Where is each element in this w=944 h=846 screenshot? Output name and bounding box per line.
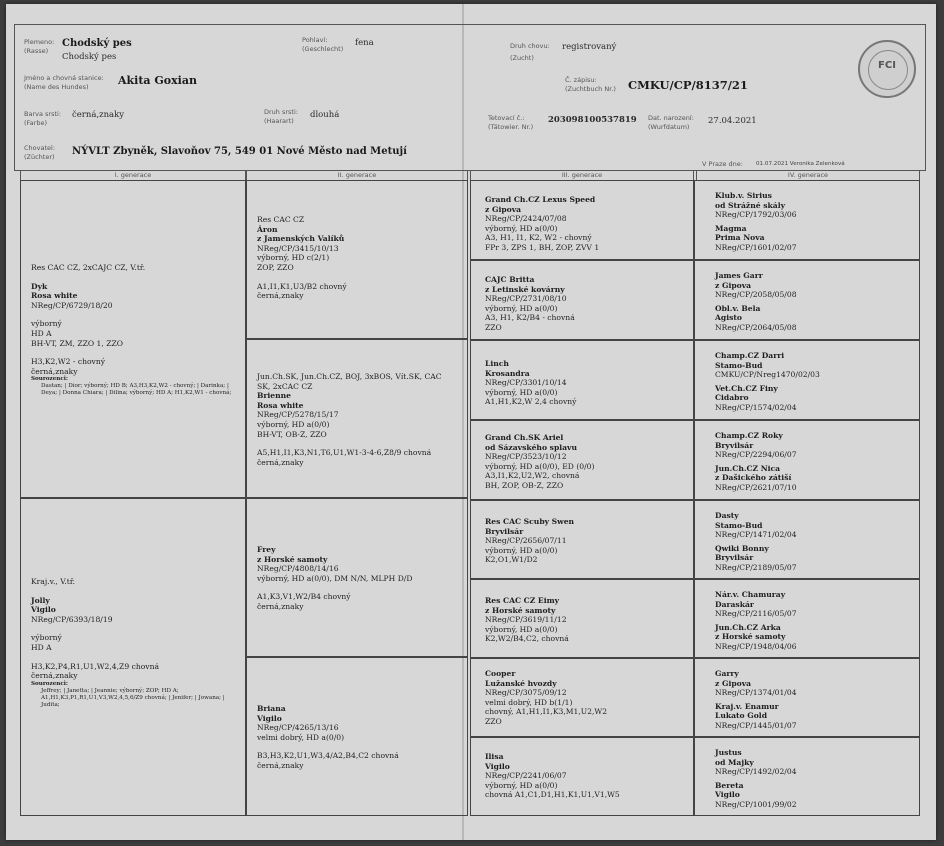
gen2-1-color: černá,znaky [257,291,304,301]
gen3-cell-8 [470,737,694,816]
gen3-1-tests: FPr 3, ZPS 1, BH, ZOP, ZVV 1 [485,242,600,252]
gen4-3-dam-name: Vet.Ch.CZ Finy [715,383,778,393]
gen4-5-dam-kennel: Bryvilsár [715,553,754,563]
gen4-6-sire-name: Nár.v. Chamuray [715,590,786,599]
gen4-cell-3 [694,340,920,420]
gen4-4-dam-name: Jun.Ch.CZ Nica [715,463,781,473]
gen2-3-exam: A1,K3,V1,W2/B4 chovný [257,592,351,602]
gen3-8-exam: chovná A1,C1,D1,H1,K1,U1,V1,W5 [485,790,620,800]
gen3-cell-5 [470,500,694,579]
gen4-7-sire-name: Garry [715,669,739,678]
druh-srsti-label: Druh srsti: (Haarart) [264,108,298,125]
gen3-2-exam: A3, H1, K2/B4 - chovná [485,313,575,323]
gen1-sire-tests: BH-VT, ZM, ZZO 1, ZZO [31,338,123,348]
gen2-cell-2 [246,339,468,498]
gen1-sire-eval: výborný [31,319,62,329]
fci-seal [858,40,916,98]
barva-value: černá,znaky [72,110,125,120]
gen3-5-name: Res CAC Scuby Swen [485,517,575,526]
gen2-cell-3 [246,498,468,657]
gen1-dam-eval: výborný [31,633,62,643]
gen3-3-kennel: Krosandra [485,368,530,378]
gen4-2-dam-reg: NReg/CP/2064/05/08 [715,322,797,332]
gen3-1-name: Grand Ch.CZ Lexus Speed [485,195,596,204]
gen1-dam-name: Jolly [31,595,50,605]
gen3-2-tests: ZZO [485,322,502,332]
gen4-cell-7 [694,658,920,737]
narozeni-value: 27.04.2021 [708,116,757,126]
gen4-2-sire-reg: NReg/CP/2058/05/08 [715,290,797,300]
gen3-3-eval: výborný, HD a(0/0) [485,387,558,397]
gen3-4-eval: výborný, HD a(0/0), ED (0/0) [485,461,595,471]
chovatel-label: Chovatel: (Züchter) [24,144,56,161]
gen3-7-tests: ZZO [485,716,502,726]
gen4-3-sire-kennel: Stamo-Bud [715,360,763,370]
gen4-8-sire-name: Justus [715,748,742,757]
druh-srsti-value: dlouhá [310,110,340,120]
gen1-sire-siblings: Dastan; | Dior; výborný; HD B; A3,H3,K2,W2 - chovný; | Darinka; | Deya; | Donna Chiara; | Dilina; výborný; HD A; H1,K2,W1 - chovná; [41,383,232,397]
chovatel-value: NÝVLT Zbyněk, Slavoňov 75, 549 01 Nové Město nad Metují [72,146,407,157]
gen2-2-eval: výborný, HD a(0/0) [257,419,330,429]
gen4-cell-1 [694,180,920,260]
pohlavi-value: fena [355,38,374,48]
gen2-2-color: černá,znaky [257,457,304,467]
druh-chovu-value: registrovaný [562,42,617,52]
gen4-1-dam-reg: NReg/CP/1601/02/07 [715,242,797,252]
gen3-1-exam: A3, H1, I1, K2, W2 - chovný [485,233,592,243]
gen4-4-dam-reg: NReg/CP/2621/07/10 [715,482,797,492]
gen2-1-exam: A1,I1,K1,U3/B2 chovný [257,281,347,291]
gen3-cell-1 [470,180,694,260]
gen4-7-sire-kennel: z Gipova [715,678,752,688]
gen3-8-kennel: Vigilo [485,761,510,771]
gen4-4-sire-reg: NReg/CP/2294/06/07 [715,450,797,460]
tetovani-value: 203098100537819 [548,115,637,125]
gen2-4-eval: velmi dobrý, HD a(0/0) [257,732,345,742]
gen2-3-name: Frey [257,545,276,554]
gen4-cell-4 [694,420,920,500]
gen3-cell-3 [470,340,694,420]
gen1-sire [20,180,246,498]
gen4-2-dam-kennel: Agisto [715,313,742,323]
gen3-2-reg: NReg/CP/2731/08/10 [485,294,567,304]
registration-number: CMKU/CP/8137/21 [628,78,748,92]
gen3-cell-6 [470,579,694,658]
gen4-5-dam-reg: NReg/CP/2189/05/07 [715,562,797,572]
gen3-5-eval: výborný, HD a(0/0) [485,545,558,555]
gen4-3-dam-reg: NReg/CP/1574/02/04 [715,402,797,412]
gen4-1-sire-kennel: od Strážné skály [715,200,785,210]
gen1-dam-hd: HD A [31,642,52,652]
gen3-cell-2 [470,260,694,340]
gen4-8-sire-kennel: od Majky [715,757,754,767]
gen3-1-kennel: z Gipova [485,204,522,214]
gen3-7-reg: NReg/CP/3075/09/12 [485,688,567,698]
zapis-label: Č. zápisu: (Zuchtbuch Nr.) [565,76,616,93]
gen3-8-name: Ilisa [485,752,504,761]
gen1-dam-titles: Kraj.v., V.tř. [31,577,76,586]
jmeno-label: Jméno a chovná stanice: (Name des Hundes) [24,74,104,91]
gen3-4-name: Grand Ch.SK Ariel [485,433,564,442]
gen3-4-tests: BH, ZOP, OB-Z, ZZO [485,480,564,490]
gen4-7-dam-kennel: Lukato Gold [715,711,768,721]
gen2-1-eval: výborný, HD c(2/1) [257,253,330,263]
gen2-2-kennel: Rosa white [257,400,304,410]
gen3-6-exam: K2,W2/B4,C2, chovná [485,634,569,644]
gen-header-1: I. generace [20,170,246,181]
pohlavi-label: Pohlaví: (Geschlecht) [302,36,344,53]
gen1-dam-siblings-label: Sourozenci: [31,680,68,687]
gen4-2-sire-kennel: z Gipova [715,280,752,290]
gen2-1-tests: ZOP, ZZO [257,262,294,272]
gen1-dam-kennel: Vigilo [31,605,56,615]
barva-label: Barva srsti: (Farbe) [24,110,62,127]
gen4-3-sire-reg: CMKU/CP/Nreg1470/02/03 [715,370,820,380]
gen3-6-eval: výborný, HD a(0/0) [485,624,558,634]
gen2-2-exam: A5,H1,I1,K3,N1,T6,U1,W1-3-4-6,Z8/9 chovná [257,448,432,458]
gen4-6-sire-reg: NReg/CP/2116/05/07 [715,609,797,619]
gen2-4-color: černá,znaky [257,760,304,770]
gen4-6-dam-name: Jun.Ch.CZ Arka [715,622,781,632]
gen2-3-kennel: z Horské samoty [257,554,328,564]
gen3-3-reg: NReg/CP/3301/10/14 [485,378,567,388]
gen3-6-reg: NReg/CP/3619/11/12 [485,615,567,625]
gen-header-2: II. generace [246,170,468,181]
druh-chovu-label: Druh chovu: (Zucht) [510,42,550,62]
gen4-7-dam-reg: NReg/CP/1445/01/07 [715,720,797,730]
gen3-5-reg: NReg/CP/2656/07/11 [485,536,567,546]
gen4-1-sire-reg: NReg/CP/1792/03/06 [715,210,797,220]
gen3-5-exam: K2,O1,W1/D2 [485,555,538,565]
gen2-cell-4 [246,657,468,816]
gen4-5-sire-reg: NReg/CP/1471/02/04 [715,530,797,540]
gen3-5-kennel: Bryvilsár [485,526,524,536]
gen3-1-eval: výborný, HD a(0/0) [485,223,558,233]
gen4-5-sire-kennel: Stamo-Bud [715,520,763,530]
gen4-8-dam-name: Bereta [715,780,744,790]
gen1-dam [20,498,246,816]
gen2-4-name: Briana [257,704,286,713]
gen3-7-name: Cooper [485,669,516,678]
gen1-sire-color: černá,znaky [31,366,78,376]
gen-header-4: IV. generace [696,170,920,181]
gen3-6-name: Res CAC CZ Eimy [485,596,560,605]
gen1-sire-reg: NReg/CP/6729/18/20 [31,300,113,310]
gen3-2-name: CAJC Britta [485,275,535,284]
gen2-cell-1 [246,180,468,339]
gen2-2-name: Brienne [257,391,292,401]
gen4-1-dam-name: Magma [715,223,747,233]
gen1-sire-siblings-label: Sourozenci: [31,376,68,383]
plemeno-value-de: Chodský pes [62,52,117,62]
gen4-6-dam-kennel: z Horské samoty [715,632,786,642]
gen2-4-kennel: Vigilo [257,713,282,723]
gen1-dam-siblings: Jeffrey; | Janetta; | Jeannie; výborný; ZOP; HD A; A1,H1,K3,P1,R1,U1,V3,W2,4,5,6/Z9 chovná; | Jenifer; | Jowana; | Judita; [41,687,225,708]
gen3-4-kennel: od Sázavského splavu [485,442,577,452]
gen1-sire-kennel: Rosa white [31,291,78,301]
gen4-3-sire-name: Champ.CZ Darri [715,351,785,360]
gen3-3-exam: A1,H1,K2,W 2,4 chovný [485,397,577,407]
gen4-cell-8 [694,737,920,816]
gen4-cell-5 [694,500,920,579]
gen2-4-exam: B3,H3,K2,U1,W3,4/A2,B4,C2 chovná [257,751,399,761]
gen4-cell-6 [694,579,920,658]
plemeno-label: Plemeno: (Rasse) [24,38,55,55]
gen3-4-reg: NReg/CP/3523/10/12 [485,452,567,462]
gen3-4-exam: A3,I1,K2,U2,W2, chovná [485,471,580,481]
gen1-sire-titles: Res CAC CZ, 2xCAJC CZ, V.tř. [31,263,146,272]
plemeno-value: Chodský pes [62,38,132,49]
gen1-sire-hd: HD A [31,328,52,338]
fci-logo-text: FCI [878,60,896,71]
gen1-sire-exam: H3,K2,W2 - chovný [31,357,106,367]
gen3-3-name: Linch [485,359,509,368]
gen4-8-sire-reg: NReg/CP/1492/02/04 [715,767,797,777]
gen3-2-eval: výborný, HD a(0/0) [485,303,558,313]
gen3-7-exam: chovný, A1,H1,I1,K3,M1,U2,W2 [485,707,608,717]
gen3-2-kennel: z Letinské kovárny [485,284,565,294]
gen4-4-sire-kennel: Bryvilsár [715,440,754,450]
gen4-cell-2 [694,260,920,340]
gen4-8-dam-reg: NReg/CP/1001/99/02 [715,799,797,809]
gen2-3-color: černá,znaky [257,601,304,611]
gen1-sire-name: Dyk [31,281,48,291]
narozeni-label: Dat. narození: (Wurfdatum) [648,114,694,131]
gen3-1-reg: NReg/CP/2424/07/08 [485,214,567,224]
gen4-6-dam-reg: NReg/CP/1948/04/06 [715,641,797,651]
gen4-4-dam-kennel: z Dašického zátiší [715,473,792,483]
gen3-7-kennel: Lužanské hvozdy [485,678,557,688]
gen4-1-sire-name: Klub.v. Sirius [715,191,772,200]
gen2-1-kennel: z Jamenských Valíků [257,234,345,244]
gen3-6-kennel: z Horské samoty [485,605,556,615]
gen4-8-dam-kennel: Vigilo [715,790,740,800]
gen4-7-sire-reg: NReg/CP/1374/01/04 [715,688,797,698]
gen1-dam-exam: H3,K2,P4,R1,U1,W2,4,Z9 chovná [31,661,159,671]
gen2-2-titles: Jun.Ch.SK, Jun.Ch.CZ, BOJ, 3xBOS, Vít.SK, CAC SK, 2xCAC CZ [257,372,442,391]
gen2-4-reg: NReg/CP/4265/13/16 [257,723,339,733]
gen2-1-reg: NReg/CP/3415/10/13 [257,243,339,253]
gen4-5-dam-name: Qwiki Bonny [715,543,769,553]
gen2-2-tests: BH-VT, OB-Z, ZZO [257,429,327,439]
gen4-2-sire-name: James Garr [715,271,763,280]
gen2-1-titles: Res CAC CZ [257,215,305,224]
gen3-cell-4 [470,420,694,500]
gen3-cell-7 [470,658,694,737]
gen1-dam-color: černá,znaky [31,671,78,681]
dog-name: Akita Goxian [118,74,197,87]
gen-header-3: III. generace [470,170,694,181]
gen3-8-reg: NReg/CP/2241/06/07 [485,771,567,781]
praha-value: 01.07.2021 Veronika Zelenková [756,161,845,167]
tetovani-label: Tetovací č.: (Tätowier. Nr.) [488,114,534,131]
gen2-2-reg: NReg/CP/5278/15/17 [257,410,339,420]
gen4-7-dam-name: Kraj.v. Enamur [715,701,779,711]
gen4-6-sire-kennel: Daraskár [715,599,754,609]
praha-label: V Praze dne: [702,160,743,168]
gen4-1-dam-kennel: Prima Nova [715,233,765,243]
gen4-5-sire-name: Dasty [715,511,739,520]
gen4-4-sire-name: Champ.CZ Roky [715,431,783,440]
gen3-8-eval: výborný, HD a(0/0) [485,780,558,790]
gen2-1-name: Áron [257,224,278,234]
gen4-2-dam-name: Obl.v. Bela [715,303,761,313]
gen4-3-dam-kennel: Cidabro [715,393,749,403]
gen2-3-eval: výborný, HD a(0/0), DM N/N, MLPH D/D [257,573,413,583]
gen2-3-reg: NReg/CP/4808/14/16 [257,564,339,574]
gen1-dam-reg: NReg/CP/6393/18/19 [31,614,113,624]
gen3-7-eval: velmi dobrý, HD b(1/1) [485,697,573,707]
